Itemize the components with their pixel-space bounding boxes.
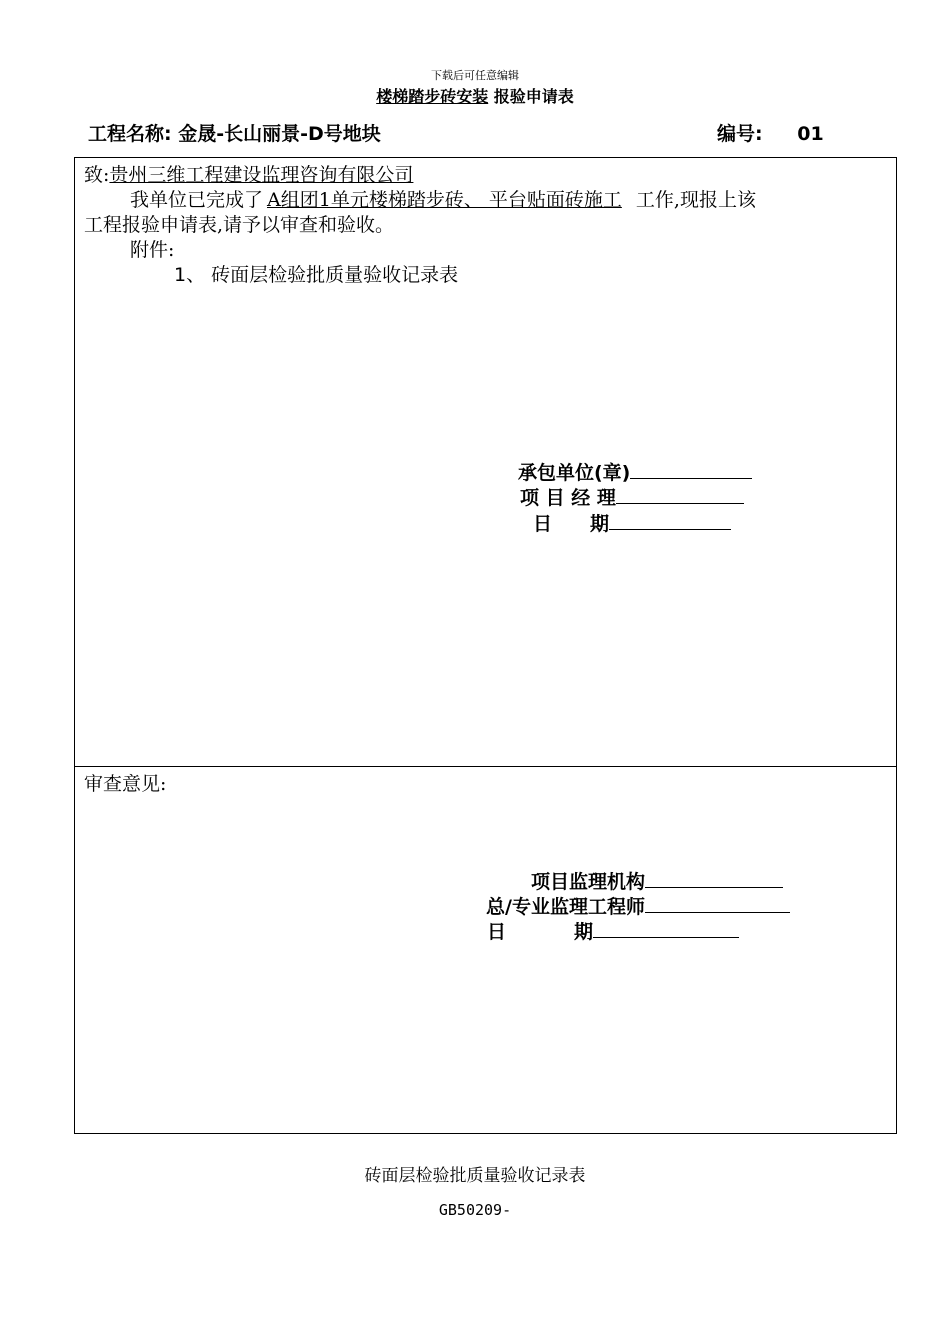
section-divider xyxy=(74,766,897,767)
application-body-line2: 工程报验申请表,请予以审查和验收。 xyxy=(84,214,395,236)
project-number xyxy=(717,119,824,146)
form-title-subject: 楼梯踏步砖安装 xyxy=(376,87,489,106)
contractor-signature-line xyxy=(630,462,752,479)
form-title-type: 报验申请表 xyxy=(493,87,574,106)
body-prefix: 我单位已完成了 xyxy=(130,189,264,211)
attachments-label: 附件: xyxy=(130,239,175,261)
download-note: 下载后可任意编辑 xyxy=(431,69,519,82)
contractor-signature-row xyxy=(518,458,752,485)
application-body-line1 xyxy=(130,185,756,212)
review-date-label-1: 日 xyxy=(487,921,507,943)
supervision-org-line xyxy=(645,871,783,888)
review-date-row xyxy=(487,917,739,944)
review-date-label-2: 期 xyxy=(574,921,594,943)
manager-signature-row xyxy=(520,483,744,510)
contractor-label: 承包单位(章) xyxy=(518,462,631,484)
engineer-label: 总/专业监理工程师 xyxy=(486,896,645,918)
contractor-date-label-2: 期 xyxy=(590,513,610,535)
contractor-date-line xyxy=(609,513,731,530)
project-number-label: 编号: xyxy=(717,123,763,145)
body-suffix: 工作,现报上该 xyxy=(635,189,756,211)
manager-signature-line xyxy=(616,487,744,504)
form-table xyxy=(74,157,897,1134)
project-name-value: 金晟-长山丽景-D号地块 xyxy=(178,123,381,145)
attachment-item-1: 1、 砖面层检验批质量验收记录表 xyxy=(174,264,459,286)
contractor-date-label-1: 日 xyxy=(533,513,553,535)
engineer-signature-line xyxy=(645,896,790,913)
supervision-org-label: 项目监理机构 xyxy=(531,871,646,893)
manager-label: 项 目 经 理 xyxy=(520,487,616,509)
review-label: 审查意见: xyxy=(84,773,167,795)
record-table-title: 砖面层检验批质量验收记录表 xyxy=(364,1166,586,1186)
form-title xyxy=(0,84,950,107)
standard-code: GB50209- xyxy=(438,1201,512,1219)
recipient-line xyxy=(84,160,413,187)
recipient-label: 致: xyxy=(84,164,110,186)
supervision-org-row xyxy=(531,867,783,894)
project-number-value: 01 xyxy=(797,123,824,145)
project-name xyxy=(88,119,381,146)
review-date-line xyxy=(593,921,739,938)
project-name-label: 工程名称: xyxy=(88,123,172,145)
recipient-value: 贵州三维工程建设监理咨询有限公司 xyxy=(109,164,414,186)
contractor-date-row xyxy=(533,509,731,536)
body-work: A组团1单元楼梯踏步砖、 平台贴面砖施工 xyxy=(267,189,622,211)
engineer-signature-row xyxy=(486,892,790,919)
